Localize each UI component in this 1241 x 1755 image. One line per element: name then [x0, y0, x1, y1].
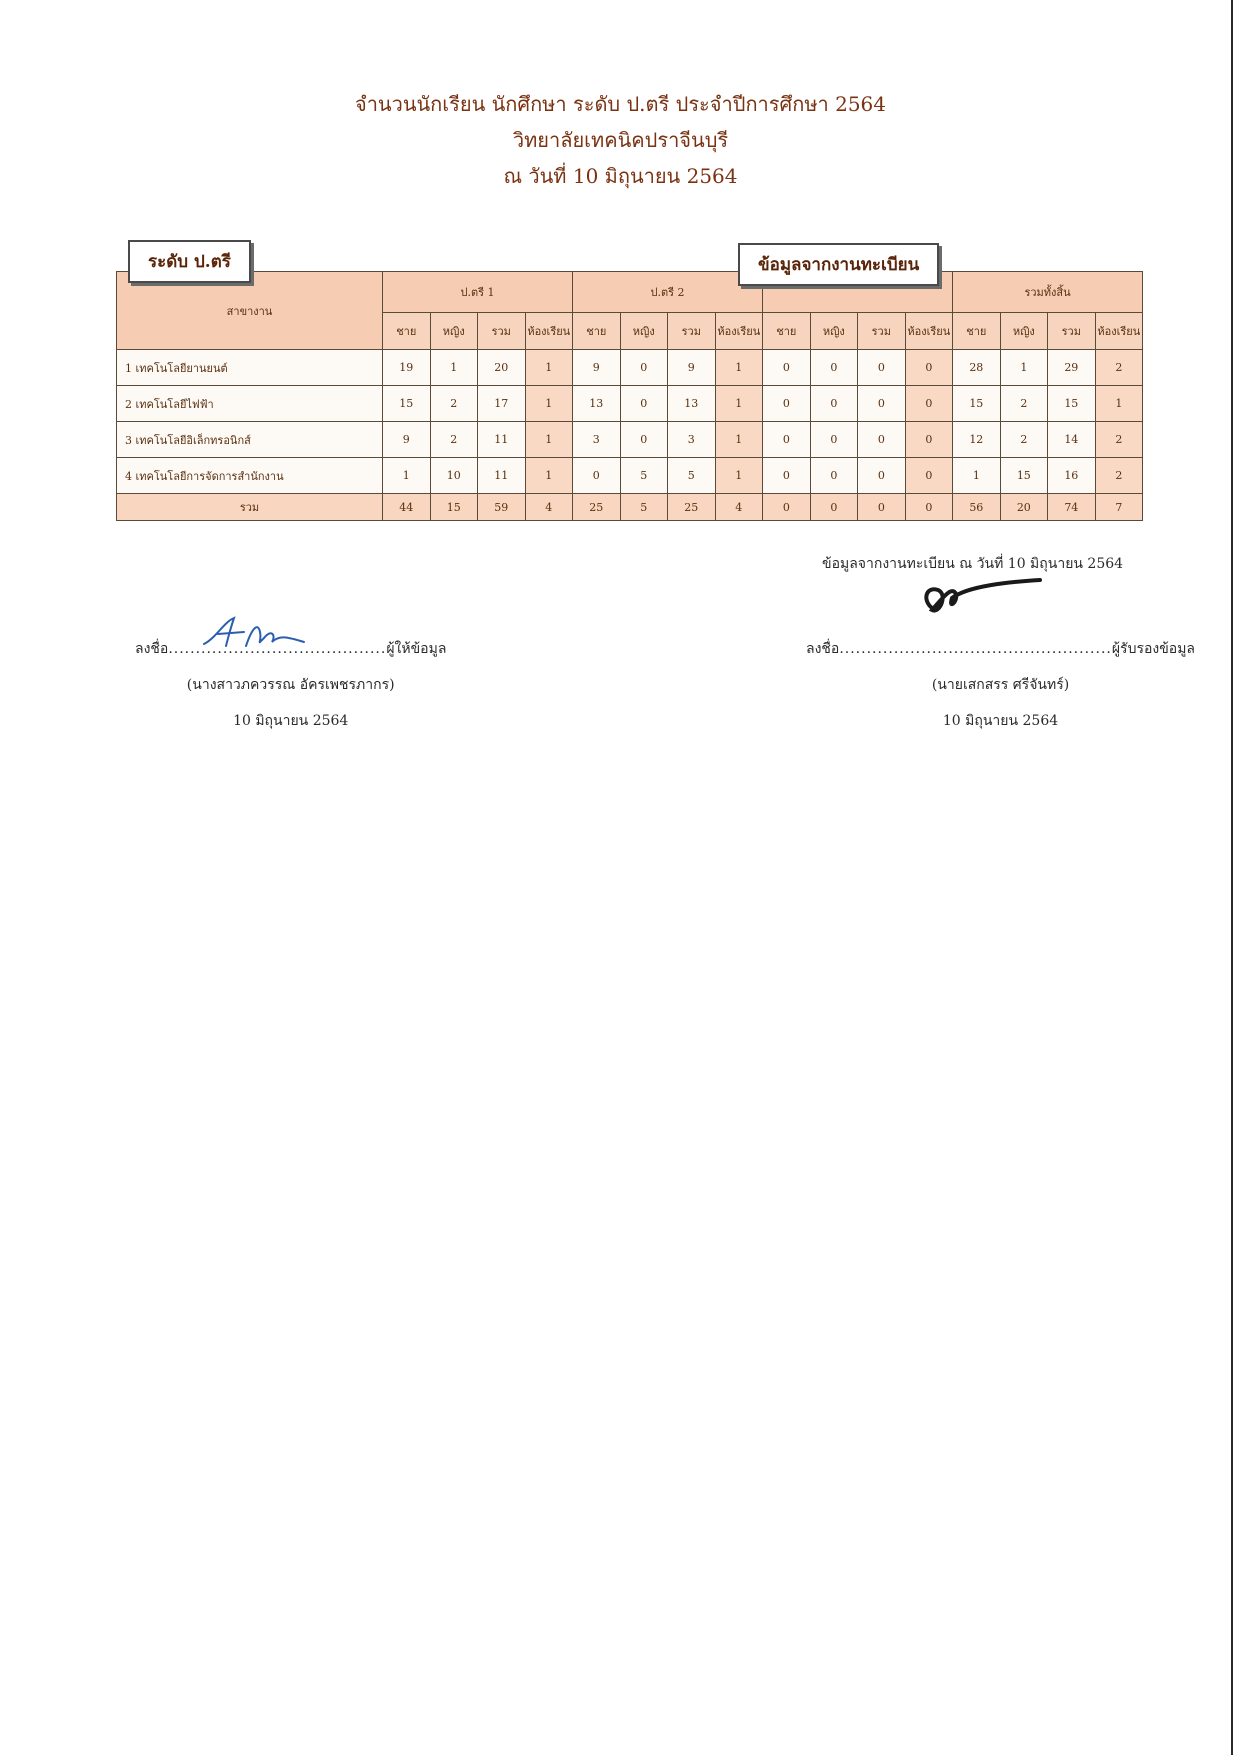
approver-signature-block — [806, 638, 1195, 732]
value-cell: 0 — [763, 386, 811, 422]
major-cell: 1 เทคโนโลยียานยนต์ — [117, 350, 383, 386]
value-cell: 0 — [905, 458, 953, 494]
subheader-cell: หญิง — [810, 313, 858, 350]
value-cell: 0 — [810, 458, 858, 494]
title-line-3: ณ วันที่ 10 มิถุนายน 2564 — [503, 164, 738, 188]
giver-signature-mark — [200, 612, 310, 652]
title-line-2: วิทยาลัยเทคนิคปราจีนบุรี — [512, 128, 729, 152]
major-cell: 2 เทคโนโลยีไฟฟ้า — [117, 386, 383, 422]
major-cell: 4 เทคโนโลยีการจัดการสำนักงาน — [117, 458, 383, 494]
level-tag: ระดับ ป.ตรี — [128, 240, 251, 283]
value-cell: 10 — [430, 458, 478, 494]
title-line-1: จำนวนนักเรียน นักศึกษา ระดับ ป.ตรี ประจำปีการศึกษา 2564 — [354, 92, 887, 116]
approver-sign-line — [806, 638, 1195, 660]
value-cell: 16 — [1048, 458, 1096, 494]
subheader-cell: ห้องเรียน — [905, 313, 953, 350]
value-cell: 1 — [715, 422, 763, 458]
giver-sign-prefix: ลงชื่อ — [135, 641, 169, 657]
total-label: รวม — [117, 494, 383, 521]
value-cell: 15 — [383, 386, 431, 422]
approver-sign-dots: .................................................. — [839, 641, 1112, 657]
value-cell: 13 — [668, 386, 716, 422]
value-cell: 1 — [383, 458, 431, 494]
value-cell: 1 — [525, 422, 573, 458]
document-title — [0, 86, 1241, 194]
value-cell: 9 — [573, 350, 621, 386]
total-value-cell: 74 — [1048, 494, 1096, 521]
value-cell: 1 — [525, 458, 573, 494]
approver-role: ผู้รับรองข้อมูล — [1111, 641, 1196, 657]
value-cell: 1 — [525, 350, 573, 386]
subheader-cell: รวม — [858, 313, 906, 350]
value-cell: 0 — [858, 350, 906, 386]
value-cell: 14 — [1048, 422, 1096, 458]
value-cell: 0 — [763, 350, 811, 386]
value-cell: 9 — [383, 422, 431, 458]
total-value-cell: 0 — [858, 494, 906, 521]
value-cell: 15 — [953, 386, 1001, 422]
total-value-cell: 0 — [810, 494, 858, 521]
value-cell: 1 — [953, 458, 1001, 494]
giver-name: (นางสาวภควรรณ อัครเพชรภากร) — [186, 677, 395, 693]
value-cell: 2 — [1000, 386, 1048, 422]
group-header-row — [117, 272, 1143, 313]
table-row — [117, 350, 1143, 386]
value-cell: 11 — [478, 458, 526, 494]
total-value-cell: 15 — [430, 494, 478, 521]
giver-date: 10 มิถุนายน 2564 — [233, 713, 349, 729]
source-tag: ข้อมูลจากงานทะเบียน — [738, 243, 939, 286]
value-cell: 2 — [430, 386, 478, 422]
giver-sign-dots: ........................................ — [168, 641, 387, 657]
value-cell: 0 — [573, 458, 621, 494]
group-header-total: รวมทั้งสิ้น — [953, 272, 1143, 313]
total-value-cell: 0 — [763, 494, 811, 521]
table-row — [117, 422, 1143, 458]
subheader-cell: ชาย — [383, 313, 431, 350]
total-value-cell: 44 — [383, 494, 431, 521]
group-header-year2: ป.ตรี 2 — [573, 272, 763, 313]
value-cell: 1 — [1095, 386, 1143, 422]
value-cell: 1 — [715, 350, 763, 386]
value-cell: 13 — [573, 386, 621, 422]
total-value-cell: 59 — [478, 494, 526, 521]
value-cell: 2 — [1095, 422, 1143, 458]
subheader-cell: ห้องเรียน — [525, 313, 573, 350]
value-cell: 2 — [1095, 458, 1143, 494]
total-value-cell: 20 — [1000, 494, 1048, 521]
subheader-cell: ห้องเรียน — [1095, 313, 1143, 350]
value-cell: 28 — [953, 350, 1001, 386]
subheader-cell: หญิง — [430, 313, 478, 350]
total-value-cell: 4 — [525, 494, 573, 521]
subheader-cell: ชาย — [953, 313, 1001, 350]
table-row — [117, 386, 1143, 422]
value-cell: 12 — [953, 422, 1001, 458]
value-cell: 15 — [1000, 458, 1048, 494]
value-cell: 2 — [1000, 422, 1048, 458]
value-cell: 5 — [620, 458, 668, 494]
value-cell: 0 — [905, 386, 953, 422]
value-cell: 17 — [478, 386, 526, 422]
value-cell: 3 — [573, 422, 621, 458]
group-header-year1: ป.ตรี 1 — [383, 272, 573, 313]
value-cell: 1 — [715, 386, 763, 422]
value-cell: 0 — [810, 422, 858, 458]
total-value-cell: 25 — [573, 494, 621, 521]
table-row — [117, 458, 1143, 494]
subheader-cell: รวม — [478, 313, 526, 350]
value-cell: 0 — [858, 458, 906, 494]
subheader-cell: ชาย — [763, 313, 811, 350]
value-cell: 29 — [1048, 350, 1096, 386]
value-cell: 0 — [905, 350, 953, 386]
subheader-cell: ชาย — [573, 313, 621, 350]
source-note: ข้อมูลจากงานทะเบียน ณ วันที่ 10 มิถุนายน 2564 — [822, 556, 1124, 572]
total-value-cell: 56 — [953, 494, 1001, 521]
approver-name: (นายเสกสรร ศรีจันทร์) — [931, 677, 1070, 693]
value-cell: 0 — [620, 386, 668, 422]
subheader-cell: รวม — [668, 313, 716, 350]
total-row — [117, 494, 1143, 521]
giver-signature-block — [135, 638, 446, 732]
subheader-cell: รวม — [1048, 313, 1096, 350]
total-value-cell: 25 — [668, 494, 716, 521]
page-edge — [1231, 0, 1233, 1755]
value-cell: 11 — [478, 422, 526, 458]
giver-role: ผู้ให้ข้อมูล — [386, 641, 447, 657]
value-cell: 0 — [858, 386, 906, 422]
major-header: สาขางาน — [117, 272, 383, 350]
subheader-cell: ห้องเรียน — [715, 313, 763, 350]
total-value-cell: 7 — [1095, 494, 1143, 521]
subheader-cell: หญิง — [620, 313, 668, 350]
approver-date: 10 มิถุนายน 2564 — [942, 713, 1059, 729]
approver-signature-mark — [918, 574, 1058, 624]
total-value-cell: 5 — [620, 494, 668, 521]
table-body — [117, 350, 1143, 521]
total-value-cell: 4 — [715, 494, 763, 521]
value-cell: 0 — [810, 350, 858, 386]
value-cell: 0 — [810, 386, 858, 422]
enrollment-table — [116, 271, 1143, 521]
approver-sign-prefix: ลงชื่อ — [806, 641, 840, 657]
value-cell: 0 — [763, 458, 811, 494]
total-value-cell: 0 — [905, 494, 953, 521]
value-cell: 2 — [1095, 350, 1143, 386]
value-cell: 1 — [525, 386, 573, 422]
value-cell: 2 — [430, 422, 478, 458]
subheader-cell: หญิง — [1000, 313, 1048, 350]
value-cell: 0 — [763, 422, 811, 458]
major-cell: 3 เทคโนโลยีอิเล็กทรอนิกส์ — [117, 422, 383, 458]
value-cell: 5 — [668, 458, 716, 494]
value-cell: 0 — [858, 422, 906, 458]
value-cell: 0 — [620, 350, 668, 386]
value-cell: 15 — [1048, 386, 1096, 422]
value-cell: 0 — [905, 422, 953, 458]
value-cell: 9 — [668, 350, 716, 386]
value-cell: 19 — [383, 350, 431, 386]
value-cell: 1 — [1000, 350, 1048, 386]
value-cell: 1 — [715, 458, 763, 494]
value-cell: 20 — [478, 350, 526, 386]
value-cell: 3 — [668, 422, 716, 458]
value-cell: 0 — [620, 422, 668, 458]
value-cell: 1 — [430, 350, 478, 386]
